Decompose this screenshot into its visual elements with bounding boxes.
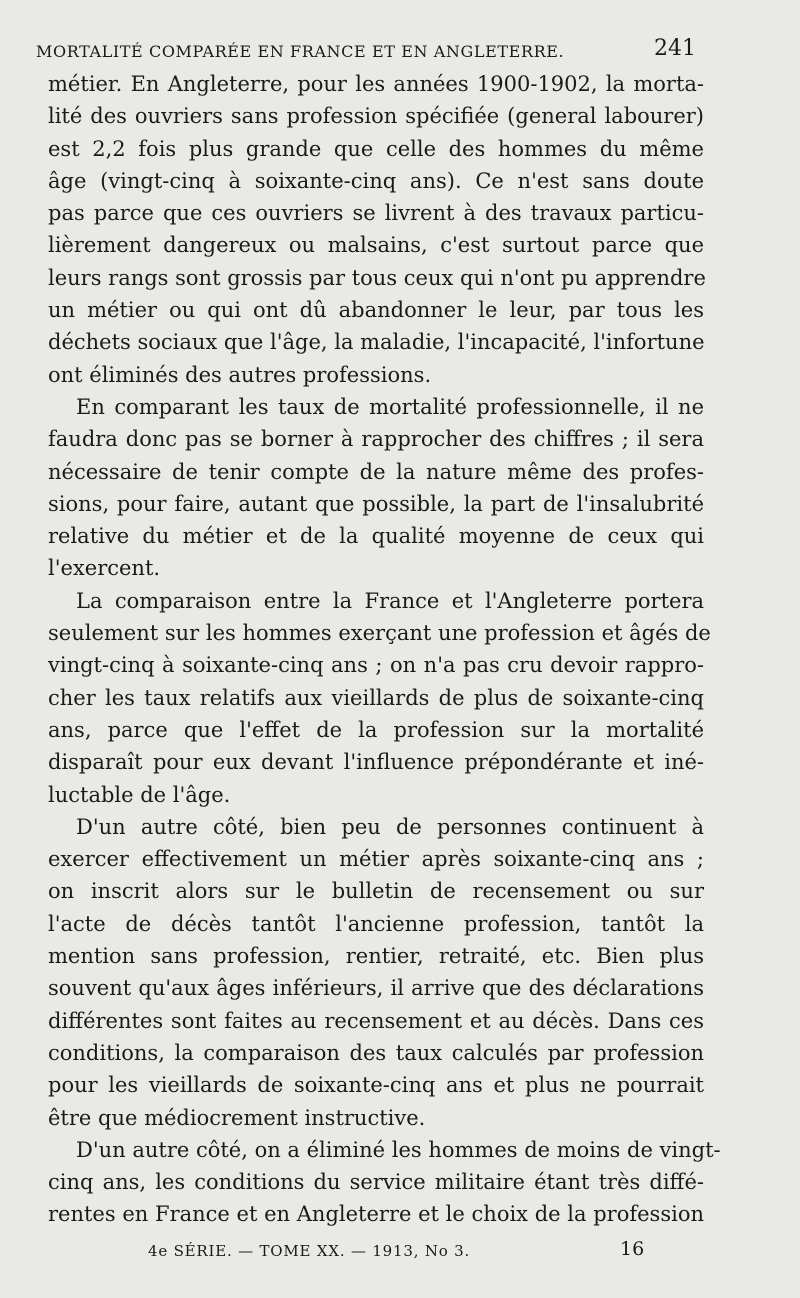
text-line: D'un autre côté, bien peu de personnes continuent à [76, 814, 704, 839]
text-line: relative du métier et de la qualité moyenne de ceux qui [48, 524, 704, 549]
text-line: est 2,2 fois plus grande que celle des hommes du même [48, 136, 704, 161]
page-footer [148, 1238, 708, 1266]
running-title: MORTALITÉ COMPARÉE EN FRANCE ET EN ANGLETERRE. [36, 42, 565, 61]
text-line: luctable de l'âge. [48, 782, 231, 807]
text-line: différentes sont faites au recensement et au décès. Dans ces [48, 1008, 704, 1033]
text-line: être que médiocrement instructive. [48, 1105, 426, 1130]
body-text [48, 68, 721, 1231]
text-line: pas parce que ces ouvriers se livrent à des travaux particu- [48, 201, 704, 226]
text-line: conditions, la comparaison des taux calculés par profession [48, 1040, 704, 1065]
text-line: déchets sociaux que l'âge, la maladie, l'incapacité, l'infortune [48, 330, 705, 355]
text-line: cinq ans, les conditions du service militaire étant très diffé- [48, 1170, 704, 1195]
text-line: un métier ou qui ont dû abandonner le leur, par tous les [48, 298, 704, 323]
text-line: cher les taux relatifs aux vieillards de plus de soixante-cinq [48, 685, 704, 710]
text-line: vingt-cinq à soixante-cinq ans ; on n'a pas cru devoir rappro- [48, 653, 704, 678]
text-line: on inscrit alors sur le bulletin de recensement ou sur [48, 879, 704, 904]
text-line: ans, parce que l'effet de la profession sur la mortalité [48, 717, 704, 742]
text-line: métier. En Angleterre, pour les années 1900-1902, la morta- [48, 72, 704, 96]
page-number: 241 [654, 36, 696, 61]
text-line: pour les vieillards de soixante-cinq ans et plus ne pourrait [48, 1073, 704, 1098]
text-line: La comparaison entre la France et l'Angleterre portera [76, 588, 704, 613]
text-line: En comparant les taux de mortalité professionnelle, il ne [76, 394, 704, 419]
text-line: disparaît pour eux devant l'influence prépondérante et iné- [48, 750, 704, 775]
text-line: l'exercent. [48, 556, 161, 581]
text-line: rentes en France et en Angleterre et le choix de la profession [48, 1202, 704, 1227]
text-line: sions, pour faire, autant que possible, la part de l'insalubrité [48, 491, 704, 516]
text-line: mention sans profession, rentier, retraité, etc. Bien plus [48, 944, 704, 969]
page-header [36, 36, 696, 66]
text-line: souvent qu'aux âges inférieurs, il arrive que des déclarations [48, 976, 704, 1001]
text-line: ont éliminés des autres professions. [48, 362, 432, 387]
text-line: D'un autre côté, on a éliminé les hommes de moins de vingt- [76, 1137, 721, 1162]
text-line: seulement sur les hommes exerçant une profession et âgés de [48, 621, 711, 646]
text-line: exercer effectivement un métier après soixante-cinq ans ; [48, 847, 704, 872]
text-line: l'acte de décès tantôt l'ancienne profession, tantôt la [48, 911, 704, 936]
journal-signature: 4e SÉRIE. — TOME XX. — 1913, No 3. [148, 1242, 471, 1260]
text-line: nécessaire de tenir compte de la nature même des profes- [48, 459, 704, 484]
text-line: faudra donc pas se borner à rapprocher des chiffres ; il sera [48, 427, 704, 452]
text-line: lièrement dangereux ou malsains, c'est surtout parce que [48, 233, 704, 258]
sheet-number: 16 [620, 1238, 645, 1260]
text-line: leurs rangs sont grossis par tous ceux qui n'ont pu apprendre [48, 265, 706, 290]
text-line: âge (vingt-cinq à soixante-cinq ans). Ce n'est sans doute [48, 168, 704, 193]
text-line: lité des ouvriers sans profession spécifiée (general labourer) [48, 104, 704, 129]
